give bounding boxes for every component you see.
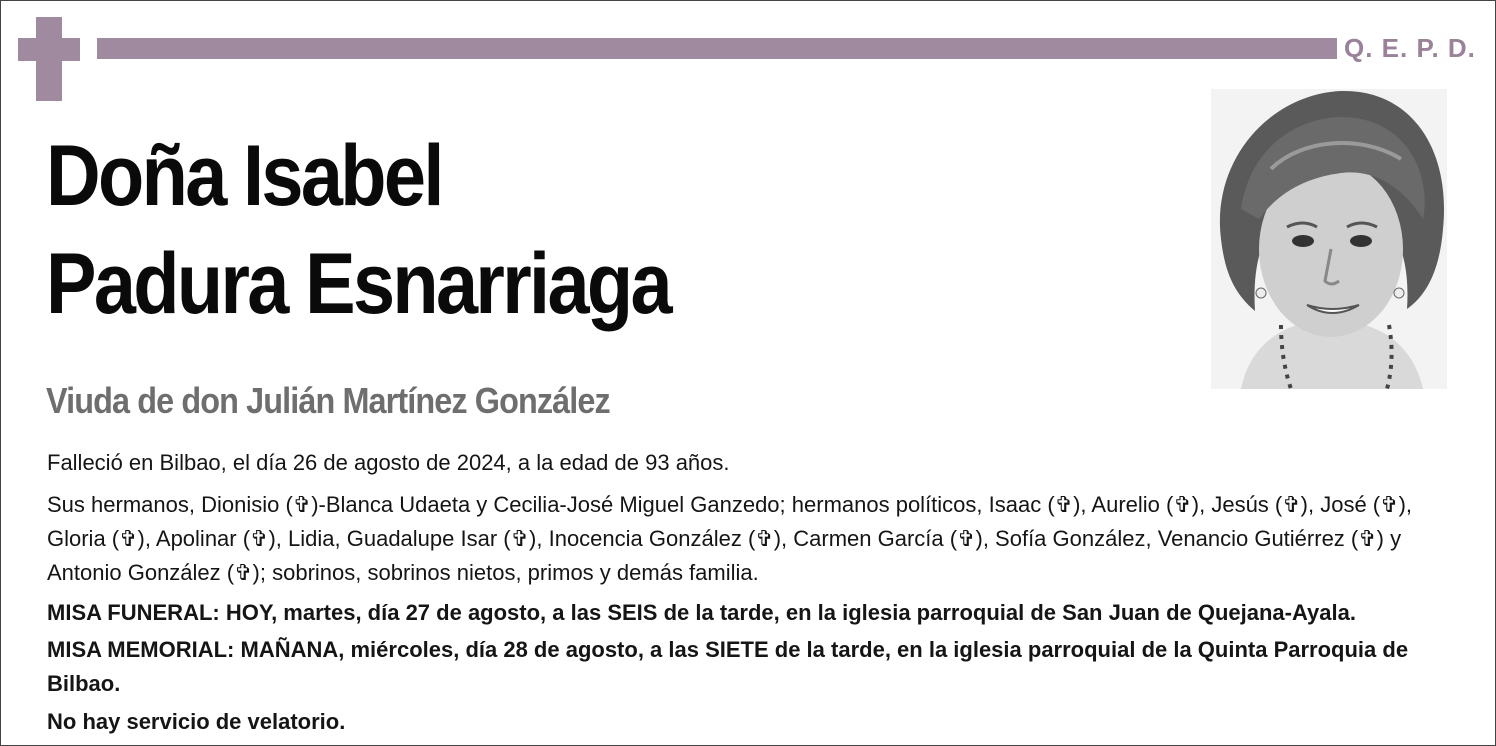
death-paragraph: Falleció en Bilbao, el día 26 de agosto de 2024, a la edad de 93 años. <box>47 450 730 475</box>
header-rule <box>97 38 1337 59</box>
funeral-mass-paragraph: MISA FUNERAL: HOY, martes, día 27 de agosto, a las SEIS de la tarde, en la iglesia parroquial de San Juan de Quejana-Ayala. <box>47 600 1356 625</box>
cross-icon-horizontal <box>18 38 80 61</box>
memorial-mass-paragraph: MISA MEMORIAL: MAÑANA, miércoles, día 28 de agosto, a las SIETE de la tarde, en la iglesia parroquial de la Quinta Parroquia de Bilbao. <box>47 637 1409 696</box>
family-paragraph: Sus hermanos, Dionisio (✞)-Blanca Udaeta y Cecilia-José Miguel Ganzedo; hermanos políticos, Isaac (✞), Aurelio (✞), Jesús (✞), José (✞), Gloria (✞), Apolinar (✞), Lidia, Guadalupe Isar (✞), Inocencia González (✞), Carmen García (✞), Sofía González, Venancio Gutiérrez (✞) y Antonio González (✞); sobrinos, sobrinos nietos, primos y demás familia. <box>47 492 1413 585</box>
name-line-1: Doña Isabel <box>46 128 442 224</box>
widow-subtitle: Viuda de don Julián Martínez González <box>46 380 610 421</box>
deceased-name <box>46 122 670 338</box>
portrait-photo <box>1211 89 1447 389</box>
wake-notice: No hay servicio de velatorio. <box>47 709 346 734</box>
qepd-label: Q. E. P. D. <box>1344 33 1476 63</box>
name-line-2: Padura Esnarriaga <box>46 236 670 332</box>
